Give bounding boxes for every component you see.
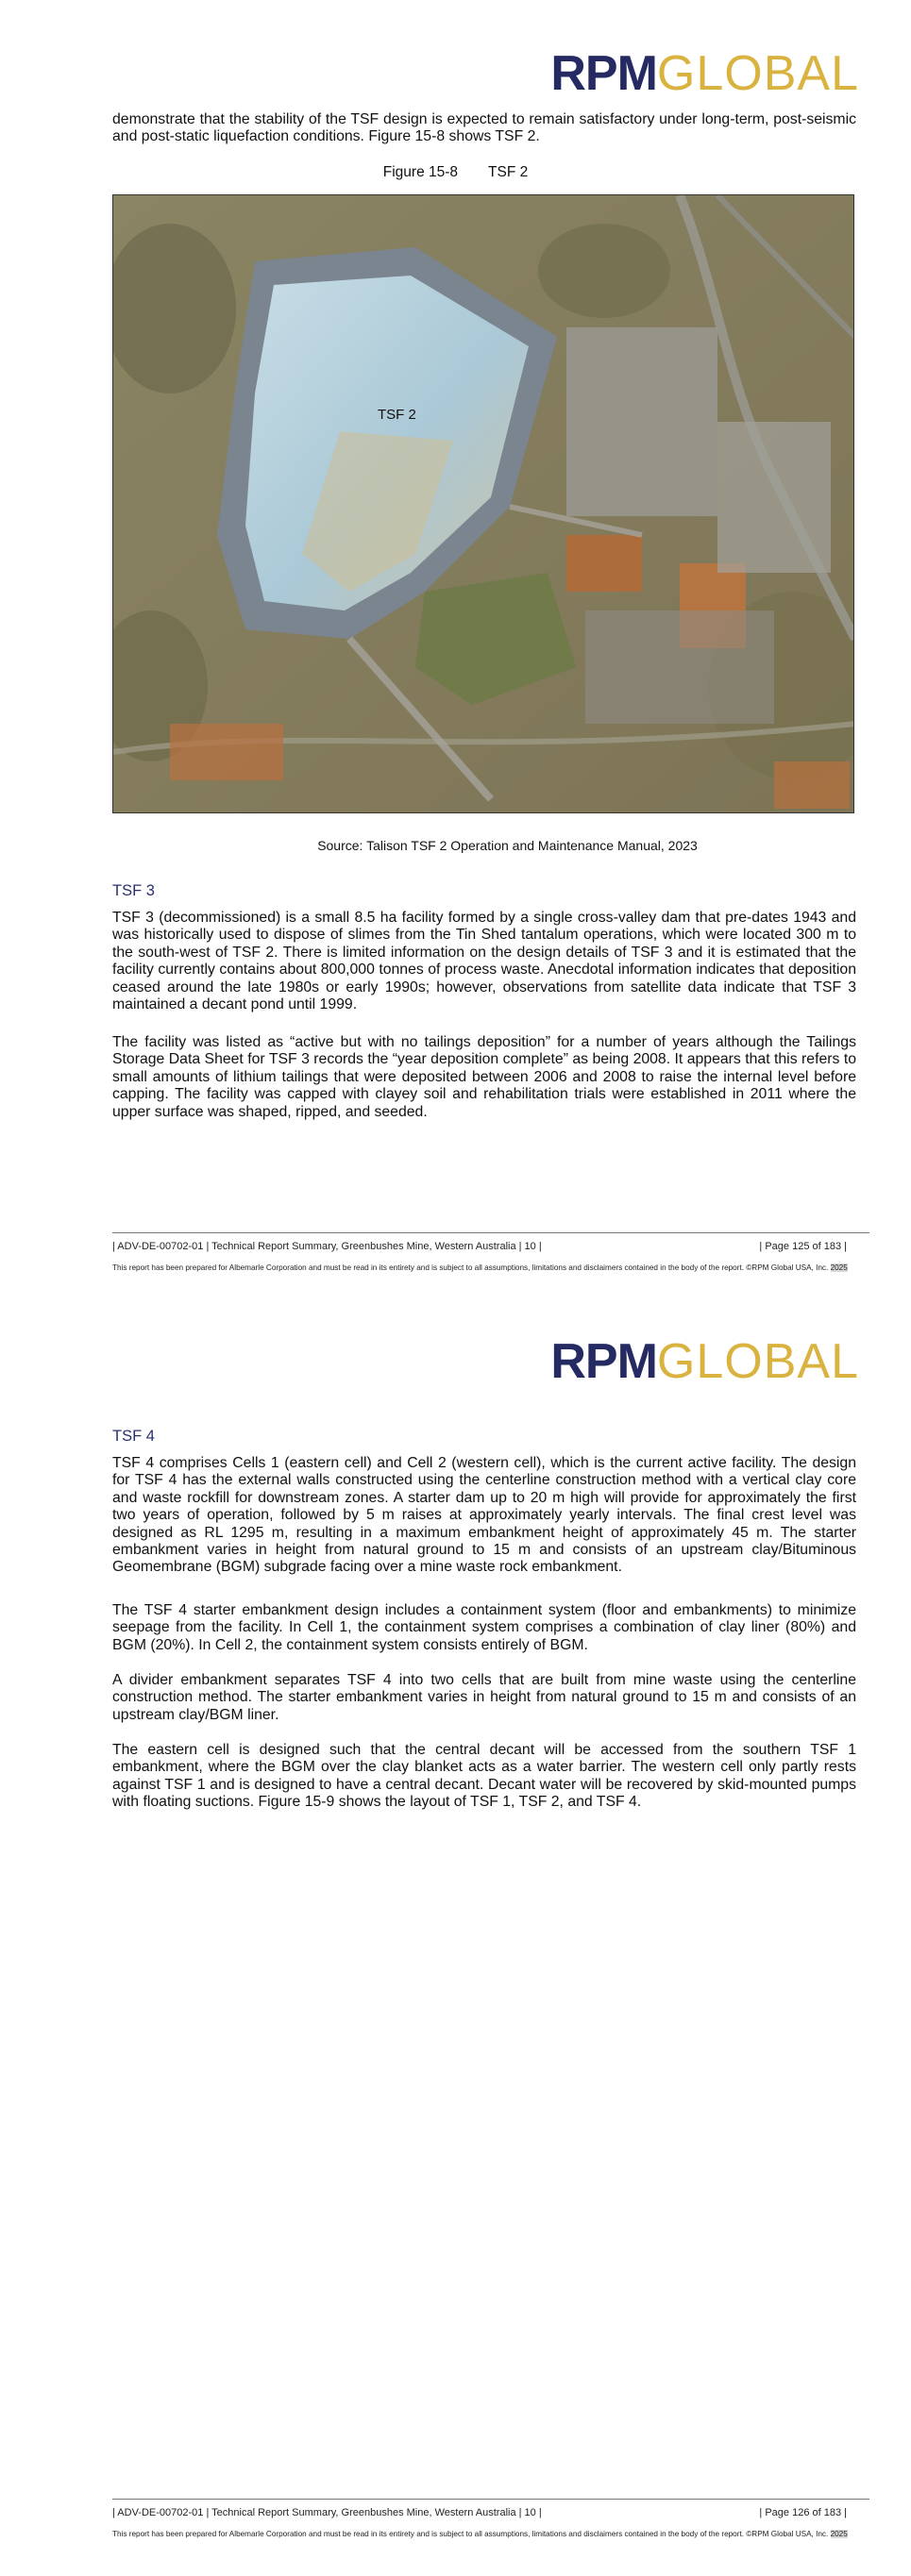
figure-label-tsf2: TSF 2: [378, 407, 416, 423]
page-footer: [112, 2499, 869, 2539]
logo-global-text: GLOBAL: [656, 46, 859, 101]
aerial-photo: [113, 195, 854, 813]
footer-page-number: | Page 126 of 183 |: [759, 2507, 847, 2518]
tsf4-paragraph-2: The TSF 4 starter embankment design includes a containment system (floor and embankments) to minimize seepage from the facility. In Cell 1, the containment system comprises a combination of clay liner (80%) and BGM (20%). In Cell 2, the containment system consists entirely of BGM.: [112, 1602, 856, 1653]
footer-page-number: | Page 125 of 183 |: [759, 1241, 847, 1252]
tsf2-aerial-image: [112, 194, 854, 813]
footer-report-id: | ADV-DE-00702-01 | Technical Report Summary, Greenbushes Mine, Western Australia | 10 |: [112, 2507, 542, 2518]
page-126: [0, 1288, 911, 2576]
page-footer: [112, 1232, 869, 1273]
rpm-global-logo: [550, 1334, 859, 1389]
figure-title: TSF 2: [488, 164, 529, 180]
logo-global-text: GLOBAL: [656, 1334, 859, 1389]
tsf4-paragraph-3: A divider embankment separates TSF 4 into two cells that are built from mine waste using the centerline construction method. The starter embankment varies in height from natural ground to 15 m and consists of an upstream clay/BGM liner.: [112, 1672, 856, 1723]
disclaimer-year: 2025: [830, 1263, 848, 1272]
rpm-global-logo: [550, 46, 859, 101]
footer-report-id: | ADV-DE-00702-01 | Technical Report Summary, Greenbushes Mine, Western Australia | 10 |: [112, 1241, 542, 1252]
tsf4-paragraph-1: TSF 4 comprises Cells 1 (eastern cell) and Cell 2 (western cell), which is the current active facility. The design for TSF 4 has the external walls constructed using the centerline construction method with a vertical clay core and waste rockfill for downstream zones. A starter dam up to 20 m high will provide for approximately the first two years of operation, followed by 5 m raises at approximately yearly intervals. The final crest level was designed as RL 1295 m, resulting in a maximum embankment height of approximately 45 m. The starter embankment varies in height from natural ground to 15 m and consists of an upstream clay/Bituminous Geomembrane (BGM) subgrade facing over a mine waste rock embankment.: [112, 1455, 856, 1576]
tsf3-paragraph-2: The facility was listed as “active but with no tailings deposition” for a number of years although the Tailings Storage Data Sheet for TSF 3 records the “year deposition complete” as being 2008. It appears that this refers to small amounts of lithium tailings that were deposited between 2006 and 2008 to raise the internal level before capping. The facility was capped with clayey soil and rehabilitation trials were established in 2011 where the upper surface was shaped, ripped, and seeded.: [112, 1034, 856, 1120]
footer-disclaimer: [112, 2530, 858, 2539]
heading-tsf4: TSF 4: [112, 1428, 155, 1445]
tsf4-paragraph-4: The eastern cell is designed such that the central decant will be accessed from the southern TSF 1 embankment, where the BGM over the clay blanket acts as a water barrier. The western cell only partly rests against TSF 1 and is designed to have a central decant. Decant water will be recovered by skid-mounted pumps with floating suctions. Figure 15-9 shows the layout of TSF 1, TSF 2, and TSF 4.: [112, 1742, 856, 1811]
logo-rpm-text: RPM: [550, 1334, 657, 1389]
heading-tsf3: TSF 3: [112, 882, 155, 899]
figure-source: Source: Talison TSF 2 Operation and Maintenance Manual, 2023: [317, 838, 698, 853]
tsf3-paragraph-1: TSF 3 (decommissioned) is a small 8.5 ha facility formed by a single cross-valley dam that pre-dates 1943 and was historically used to dispose of slimes from the Tin Shed tantalum operations, which were located 300 m to the south-west of TSF 2. There is limited information on the design details of TSF 3 and it is estimated that the facility currently contains about 800,000 tonnes of process waste. Anecdotal information indicates that deposition ceased around the late 1980s or early 1990s; however, observations from satellite data indicate that TSF 3 maintained a decant pond until 1999.: [112, 910, 856, 1013]
disclaimer-text: This report has been prepared for Albemarle Corporation and must be read in its entirety and is subject to all assumptions, limitations and disclaimers contained in the body of the report. ©RPM Global USA, Inc.: [112, 2530, 831, 2538]
figure-caption: [0, 164, 911, 181]
disclaimer-text: This report has been prepared for Albemarle Corporation and must be read in its entirety and is subject to all assumptions, limitations and disclaimers contained in the body of the report. ©RPM Global USA, Inc.: [112, 1263, 831, 1272]
intro-paragraph: demonstrate that the stability of the TSF design is expected to remain satisfactory under long-term, post-seismic and post-static liquefaction conditions. Figure 15-8 shows TSF 2.: [112, 111, 856, 145]
footer-disclaimer: [112, 1263, 858, 1273]
disclaimer-year: 2025: [830, 2530, 848, 2538]
logo-rpm-text: RPM: [550, 46, 657, 101]
figure-number: Figure 15-8: [382, 164, 459, 180]
